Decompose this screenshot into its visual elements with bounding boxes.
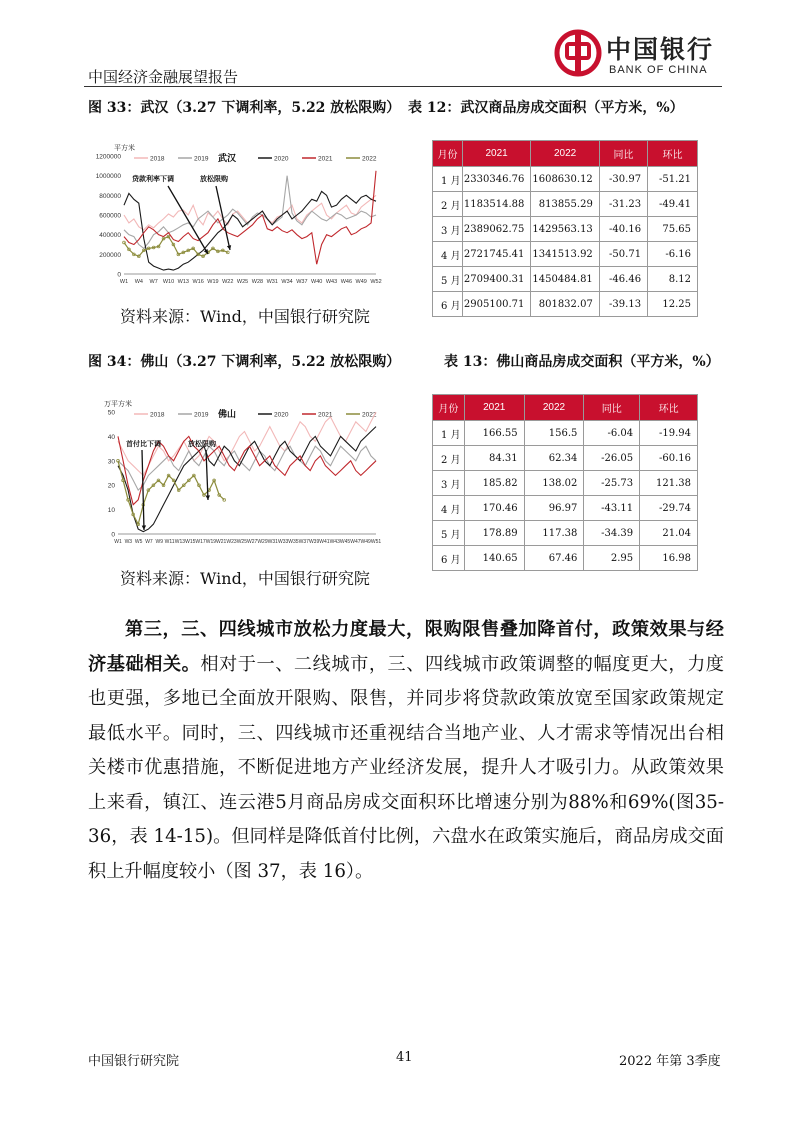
chart-xtick-label: W47	[350, 539, 361, 545]
foshan-table-header-cell: 月份	[433, 395, 465, 421]
header-divider	[84, 86, 722, 87]
foshan-table-row	[433, 521, 698, 546]
wuhan-table-row	[433, 167, 698, 192]
wuhan-table-cell: -40.16	[599, 217, 647, 242]
chart-xtick-label: W13	[177, 279, 189, 285]
report-title: 中国经济金融展望报告	[88, 68, 239, 86]
wuhan-table-cell: -50.71	[599, 242, 647, 267]
table-12-title: 表 12：武汉商品房成交面积（平方米，%）	[408, 100, 684, 116]
chart-title: 佛山	[218, 409, 237, 419]
series-line-2021	[124, 171, 376, 264]
chart-ytick-label: 0	[111, 531, 115, 539]
foshan-table-header-cell: 2021	[464, 395, 524, 421]
wuhan-table-header-cell: 2022	[531, 141, 599, 167]
chart-ylabel: 平方米	[114, 145, 135, 152]
foshan-table-row	[433, 496, 698, 521]
foshan-table-cell: 5 月	[433, 521, 465, 546]
chart-xtick-label: W19	[207, 279, 219, 285]
chart-annotation: 贷款利率下调	[132, 176, 174, 183]
legend-label-2018: 2018	[150, 155, 165, 163]
foshan-table-cell: 1 月	[433, 421, 465, 446]
foshan-table-cell: 166.55	[464, 421, 524, 446]
foshan-table-cell: 67.46	[524, 546, 584, 571]
foshan-table-cell: 121.38	[640, 471, 698, 496]
wuhan-table-cell: 2721745.41	[462, 242, 530, 267]
chart-xtick-label: W37	[298, 539, 309, 545]
chart-xtick-label: W7	[145, 539, 153, 545]
legend-label-2021: 2021	[318, 411, 333, 419]
chart-xtick-label: W1	[119, 279, 129, 285]
wuhan-table-cell: 1183514.88	[462, 192, 530, 217]
annotation-arrowhead-icon	[227, 245, 231, 250]
series-line-2018	[124, 195, 376, 230]
chart-xtick-label: W35	[288, 539, 299, 545]
paragraph-lead: 第三，三、四线城市放松力度最大，限购限售叠加降首付，政策效果与经济基础相关。	[88, 619, 724, 675]
logo-english-name: BANK OF CHINA	[609, 64, 708, 76]
chart-ytick-label: 10	[107, 507, 115, 515]
wuhan-table-cell: -30.97	[599, 167, 647, 192]
chart-xtick-label: W31	[267, 539, 278, 545]
wuhan-table-cell: 1608630.12	[531, 167, 599, 192]
chart-ytick-label: 1200000	[95, 153, 121, 161]
foshan-source-note: 资料来源：Wind，中国银行研究院	[120, 569, 370, 588]
wuhan-table-cell: 2389062.75	[462, 217, 530, 242]
chart-xtick-label: W11	[164, 539, 175, 545]
chart-ytick-label: 20	[107, 482, 115, 490]
chart-annotation: 放松限购	[200, 176, 228, 183]
wuhan-table-row	[433, 217, 698, 242]
chart-ytick-label: 40	[107, 433, 115, 441]
wuhan-table-cell: 6 月	[433, 292, 463, 317]
chart-xtick-label: W33	[277, 539, 289, 545]
chart-xtick-label: W34	[281, 279, 293, 285]
chart-ytick-label: 600000	[99, 212, 121, 220]
wuhan-line-chart	[84, 136, 384, 294]
chart-xtick-label: W51	[370, 539, 382, 545]
chart-xtick-label: W13	[174, 539, 186, 545]
wuhan-table-cell: 2330346.76	[462, 167, 530, 192]
foshan-table	[432, 394, 698, 571]
chart-xtick-label: W43	[325, 279, 338, 285]
series-line-2019	[118, 446, 376, 490]
chart-xtick-label: W46	[340, 279, 353, 285]
chart-ytick-label: 0	[117, 271, 121, 279]
foshan-table-cell: -26.05	[584, 446, 640, 471]
wuhan-table-cell: -6.16	[648, 242, 698, 267]
foshan-table-cell: 16.98	[640, 546, 698, 571]
chart-xtick-label: W39	[308, 539, 320, 545]
chart-xtick-label: W16	[192, 279, 204, 285]
foshan-table-cell: 185.82	[464, 471, 524, 496]
legend-label-2019: 2019	[194, 155, 209, 163]
foshan-table-cell: 170.46	[464, 496, 524, 521]
logo-chinese-name: 中国银行	[606, 35, 715, 64]
wuhan-table-cell: 5 月	[433, 267, 463, 292]
wuhan-table-row	[433, 242, 698, 267]
wuhan-table-cell: 12.25	[648, 292, 698, 317]
chart-xtick-label: W15	[185, 539, 196, 545]
foshan-table-cell: 140.65	[464, 546, 524, 571]
legend-label-2022: 2022	[362, 411, 377, 419]
wuhan-table-cell: 75.65	[648, 217, 698, 242]
wuhan-table-header-cell: 环比	[648, 141, 698, 167]
wuhan-table-cell: 4 月	[433, 242, 463, 267]
foshan-table-cell: 62.34	[524, 446, 584, 471]
chart-xtick-label: W49	[355, 279, 367, 285]
foshan-table-cell: -60.16	[640, 446, 698, 471]
wuhan-table-cell: -49.41	[648, 192, 698, 217]
figure-33-title: 图 33：武汉（3.27 下调利率，5.22 放松限购）	[88, 100, 401, 116]
chart-ytick-label: 30	[107, 458, 115, 466]
chart-xtick-label: W3	[124, 539, 133, 545]
wuhan-table-cell: -46.46	[599, 267, 647, 292]
foshan-table-cell: -6.04	[584, 421, 640, 446]
annotation-arrowhead-icon	[142, 525, 146, 530]
foshan-table-cell: 138.02	[524, 471, 584, 496]
foshan-table-cell: -43.11	[584, 496, 640, 521]
chart-xtick-label: W29	[257, 539, 268, 545]
wuhan-table-row	[433, 292, 698, 317]
foshan-table-header-cell: 2022	[524, 395, 584, 421]
legend-label-2020: 2020	[274, 411, 289, 419]
wuhan-table-cell: -31.23	[599, 192, 647, 217]
wuhan-table-cell: 1429563.13	[531, 217, 599, 242]
wuhan-source-note: 资料来源：Wind，中国银行研究院	[120, 307, 370, 326]
series-point-2022	[223, 498, 226, 501]
chart-xtick-label: W41	[319, 539, 330, 545]
chart-xtick-label: W49	[360, 539, 371, 545]
footer-page-number: 41	[396, 1050, 413, 1065]
foshan-table-row	[433, 421, 698, 446]
foshan-table-cell: 178.89	[464, 521, 524, 546]
foshan-table-cell: 2.95	[584, 546, 640, 571]
wuhan-table-row	[433, 267, 698, 292]
wuhan-table-cell: -51.21	[648, 167, 698, 192]
paragraph-body: 相对于一、二线城市，三、四线城市政策调整的幅度更大，力度也更强，多地已全面放开限购、限售，并同步将贷款政策放宽至国家政策规定最低水平。同时，三、四线城市还重视结合当地产业、人才需求等情况出台相关楼市优惠措施，不断促进地方产业经济发展，提升人才吸引力。从政策效果上来看，镇江、连云港5月商品房成交面积环比增速分别为88%和69%(图35-36，表 14-15)。但同样是降低首付比例，六盘水在政策实施后，商品房成交面积上升幅度较小（图 37，表 16）。	[88, 653, 724, 882]
foshan-table-header-cell: 同比	[584, 395, 640, 421]
chart-xtick-label: W27	[247, 539, 258, 545]
legend-label-2019: 2019	[194, 411, 209, 419]
chart-xtick-label: W40	[311, 279, 323, 285]
foshan-table-row	[433, 546, 698, 571]
foshan-line-chart	[84, 392, 384, 550]
wuhan-table-header-cell: 同比	[599, 141, 647, 167]
chart-xtick-label: W5	[134, 539, 143, 545]
chart-xtick-label: W52	[370, 279, 382, 285]
chart-title: 武汉	[218, 153, 237, 163]
foshan-table-cell: 84.31	[464, 446, 524, 471]
wuhan-table-cell: 1 月	[433, 167, 463, 192]
foshan-table-cell: -19.94	[640, 421, 698, 446]
wuhan-table-cell: 2709400.31	[462, 267, 530, 292]
wuhan-table-cell: -39.13	[599, 292, 647, 317]
foshan-table-cell: -29.74	[640, 496, 698, 521]
foshan-table-row	[433, 471, 698, 496]
wuhan-table	[432, 140, 698, 317]
chart-xtick-label: W23	[226, 539, 237, 545]
wuhan-table-cell: 813855.29	[531, 192, 599, 217]
chart-ytick-label: 200000	[99, 251, 121, 259]
wuhan-table-cell: 2905100.71	[462, 292, 530, 317]
chart-xtick-label: W37	[296, 279, 308, 285]
wuhan-table-header-cell: 2021	[462, 141, 530, 167]
chart-xtick-label: W17	[195, 539, 206, 545]
wuhan-table-cell: 8.12	[648, 267, 698, 292]
foshan-table-cell: -25.73	[584, 471, 640, 496]
chart-xtick-label: W21	[216, 539, 227, 545]
chart-xtick-label: W1	[114, 539, 122, 545]
foshan-table-header-cell: 环比	[640, 395, 698, 421]
foshan-table-cell: 117.38	[524, 521, 584, 546]
legend-label-2020: 2020	[274, 155, 289, 163]
chart-ytick-label: 800000	[99, 192, 121, 200]
annotation-arrow-line	[168, 186, 208, 254]
footer-right: 2022 年第 3季度	[619, 1054, 721, 1069]
foshan-table-cell: 2 月	[433, 446, 465, 471]
annotation-arrow-line	[142, 450, 144, 530]
wuhan-table-cell: 3 月	[433, 217, 463, 242]
chart-annotation: 首付比下调	[126, 441, 161, 448]
footer-left: 中国银行研究院	[88, 1054, 180, 1069]
chart-xtick-label: W45	[339, 539, 351, 545]
bank-of-china-logo-icon	[553, 28, 603, 78]
legend-label-2022: 2022	[362, 155, 377, 163]
chart-xtick-label: W19	[205, 539, 217, 545]
foshan-table-cell: 96.97	[524, 496, 584, 521]
chart-xtick-label: W7	[149, 279, 158, 285]
foshan-table-row	[433, 446, 698, 471]
foshan-table-cell: -34.39	[584, 521, 640, 546]
chart-xtick-label: W25	[236, 279, 249, 285]
chart-ytick-label: 50	[107, 409, 115, 417]
chart-annotation: 放松限购	[188, 441, 216, 448]
chart-ytick-label: 1000000	[95, 173, 121, 181]
figure-34-title: 图 34：佛山（3.27 下调利率，5.22 放松限购）	[88, 354, 401, 370]
chart-xtick-label: W4	[134, 279, 143, 285]
annotation-arrow-line	[216, 186, 230, 250]
annotation-arrowhead-icon	[206, 495, 210, 500]
wuhan-table-cell: 1450484.81	[531, 267, 599, 292]
chart-xtick-label: W43	[329, 539, 340, 545]
body-paragraph	[88, 613, 724, 889]
chart-xtick-label: W10	[162, 279, 175, 285]
foshan-table-cell: 4 月	[433, 496, 465, 521]
foshan-table-cell: 21.04	[640, 521, 698, 546]
legend-label-2018: 2018	[150, 411, 165, 419]
foshan-table-cell: 6 月	[433, 546, 465, 571]
chart-ylabel: 万平方米	[104, 401, 132, 408]
chart-xtick-label: W31	[266, 279, 278, 285]
legend-label-2021: 2021	[318, 155, 333, 163]
table-13-title: 表 13：佛山商品房成交面积（平方米，%）	[444, 354, 720, 370]
foshan-table-cell: 156.5	[524, 421, 584, 446]
chart-ytick-label: 400000	[99, 232, 121, 240]
wuhan-table-cell: 2 月	[433, 192, 463, 217]
chart-xtick-label: W9	[155, 539, 164, 545]
chart-xtick-label: W28	[251, 279, 264, 285]
chart-xtick-label: W22	[222, 279, 234, 285]
wuhan-table-cell: 1341513.92	[531, 242, 599, 267]
foshan-table-cell: 3 月	[433, 471, 465, 496]
wuhan-table-row	[433, 192, 698, 217]
chart-xtick-label: W25	[236, 539, 247, 545]
wuhan-table-cell: 801832.07	[531, 292, 599, 317]
wuhan-table-header-cell: 月份	[433, 141, 463, 167]
